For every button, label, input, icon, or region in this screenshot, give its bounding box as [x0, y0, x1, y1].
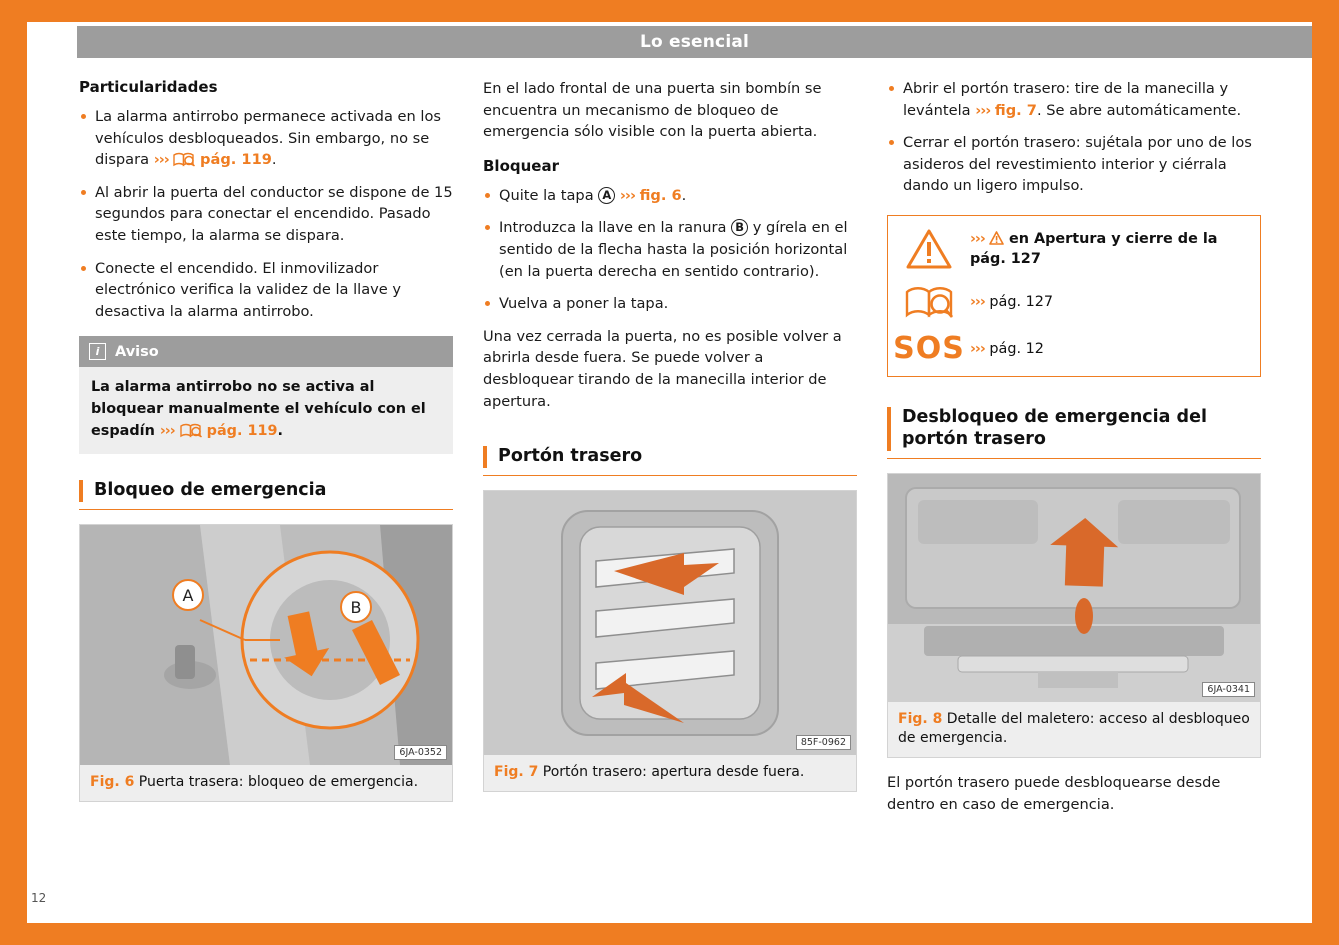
figure-7-text: Portón trasero: apertura desde fuera.: [542, 764, 805, 780]
reference-text[interactable]: pág. 127: [989, 293, 1054, 310]
arrows-icon: ›››: [970, 340, 985, 357]
list-item: La alarma antirrobo permanece activada en los vehículos desbloqueados. Sin embargo, no se dispara ››› pág. 119.: [79, 106, 453, 171]
figure-6-text: Puerta trasera: bloqueo de emergencia.: [138, 774, 419, 791]
column-3: [887, 78, 1261, 826]
callout-marker-a: A: [598, 187, 615, 204]
col2-intro: En el lado frontal de una puerta sin bombín se encuentra un mecanismo de bloqueo de emergencia sólo visible con la puerta abierta.: [483, 80, 822, 141]
bullet-text: Abrir el portón trasero: tire de la manecilla y levántela: [903, 80, 1229, 119]
section-rule: [483, 475, 857, 476]
col1-bullet-list: [79, 106, 453, 322]
figure-8-caption: [888, 702, 1260, 757]
figure-6: [79, 524, 453, 802]
content-columns: [79, 78, 1289, 826]
figure-8: [887, 473, 1261, 758]
arrows-icon: ›››: [970, 293, 985, 310]
col2-bullet-list: [483, 185, 857, 315]
sos-label: SOS: [893, 330, 965, 366]
col2-subheading: Bloquear: [483, 156, 559, 175]
bullet-text: Conecte el encendido. El inmovilizador electrónico verifica la validez de la llave y desactiva la alarma antirrobo.: [95, 259, 402, 320]
reference-row-warning-text: [970, 229, 1246, 269]
list-item: [79, 258, 453, 323]
page-number: 12: [31, 891, 47, 905]
list-item: [483, 293, 857, 315]
bullet-text: Al abrir la puerta del conductor se dispone de 15 segundos para conectar el encendido. Pasado este tiempo, la alarma se dispara.: [95, 183, 453, 244]
svg-text:A: A: [182, 586, 194, 606]
figure-7-code: 85F-0962: [796, 735, 851, 750]
reference-row-sos: [893, 330, 1246, 366]
notice-header: [79, 336, 453, 367]
sos-icon: [893, 330, 965, 366]
reference-row-warning: [902, 228, 1246, 270]
section-rule: [887, 458, 1261, 459]
col3-bullet-list: [887, 78, 1261, 197]
page: [27, 22, 1312, 923]
figure-7: [483, 490, 857, 792]
figure-8-label: Fig. 8: [898, 710, 943, 727]
notice-text: La alarma antirrobo no se activa al bloquear manualmente el vehículo con el espadín: [91, 379, 426, 439]
arrows-icon: ›››: [159, 422, 175, 439]
book-magnifier-icon: [902, 284, 956, 320]
figure-8-code: 6JA-0341: [1202, 682, 1255, 697]
column-1: [79, 78, 453, 826]
figure-8-image: [888, 474, 1260, 702]
info-icon: i: [89, 343, 106, 360]
col3-closing-paragraph: El portón trasero puede desbloquearse desde dentro en caso de emergencia.: [887, 773, 1221, 813]
notice-title: Aviso: [115, 343, 159, 360]
svg-text:B: B: [350, 598, 362, 618]
callout-marker-b: B: [731, 219, 748, 236]
warning-triangle-icon: [902, 228, 956, 270]
figure-7-caption: [484, 755, 856, 791]
figure-6-caption: [80, 765, 452, 801]
header-title: Lo esencial: [639, 32, 750, 52]
column-2: [483, 78, 857, 826]
reference-text[interactable]: en Apertura y cierre de la pág. 127: [970, 230, 1218, 267]
book-magnifier-icon: [180, 423, 202, 438]
reference-row-book-text: [970, 292, 1053, 312]
section-heading-bloqueo-emergencia: Bloqueo de emergencia: [79, 480, 453, 502]
page-header: [77, 26, 1312, 58]
list-item: [483, 185, 857, 207]
page-reference[interactable]: pág. 119: [206, 422, 278, 439]
figure-7-label: Fig. 7: [494, 764, 539, 780]
bullet-text-end: .: [681, 186, 687, 204]
arrows-icon: ›››: [619, 186, 635, 204]
figure-6-code: 6JA-0352: [394, 745, 447, 760]
figure-6-label: Fig. 6: [90, 774, 135, 791]
bullet-text: Quite la tapa: [499, 186, 599, 204]
bullet-text-end: . Se abre automáticamente.: [1036, 101, 1242, 119]
figure-reference[interactable]: fig. 6: [639, 186, 682, 204]
arrows-icon: ›››: [975, 101, 991, 119]
bullet-text: La alarma antirrobo permanece activada en los vehículos desbloqueados. Sin embargo, no se dispara: [95, 108, 441, 169]
list-item: [483, 217, 857, 282]
notice-box: [79, 336, 453, 454]
reference-text[interactable]: pág. 12: [989, 340, 1044, 357]
bullet-text: Vuelva a poner la tapa.: [499, 295, 669, 313]
list-item: [79, 182, 453, 247]
reference-row-sos-text: [970, 339, 1044, 359]
figure-6-image: [80, 525, 452, 765]
reference-row-book: [902, 284, 1246, 320]
page-reference[interactable]: pág. 119: [200, 151, 272, 169]
figure-reference[interactable]: fig. 7: [994, 101, 1037, 119]
bullet-text: Introduzca la llave en la ranura: [499, 219, 732, 237]
book-magnifier-icon: [173, 152, 195, 167]
figure-8-text: Detalle del maletero: acceso al desbloqueo de emergencia.: [898, 710, 1250, 747]
section-heading-desbloqueo-emergencia: Desbloqueo de emergencia del portón trasero: [887, 407, 1261, 451]
list-item: [887, 78, 1261, 121]
section-rule: [79, 509, 453, 510]
list-item: [887, 132, 1261, 197]
warning-triangle-small-icon: [989, 231, 1004, 245]
arrows-icon: ›››: [153, 151, 169, 169]
col2-paragraph: Una vez cerrada la puerta, no es posible volver a abrirla desde fuera. Se puede volver a desbloquear tirando de la manecilla interior de apertura.: [483, 327, 842, 410]
bullet-text: Cerrar el portón trasero: sujétala por uno de los asideros del revestimiento interior y ciérrala dando un ligero impulso.: [903, 134, 1252, 195]
col1-heading: Particularidades: [79, 78, 218, 96]
figure-7-image: [484, 491, 856, 755]
reference-box: [887, 215, 1261, 377]
section-heading-porton-trasero: Portón trasero: [483, 446, 857, 468]
arrows-icon: ›››: [970, 230, 985, 247]
notice-body: La alarma antirrobo no se activa al bloquear manualmente el vehículo con el espadín ››› pág. 119.: [79, 367, 453, 454]
bullet-text-end: y gírela en el sentido de la flecha hasta la posición horizontal (en la puerta derecha en sentido contrario).: [499, 219, 848, 280]
